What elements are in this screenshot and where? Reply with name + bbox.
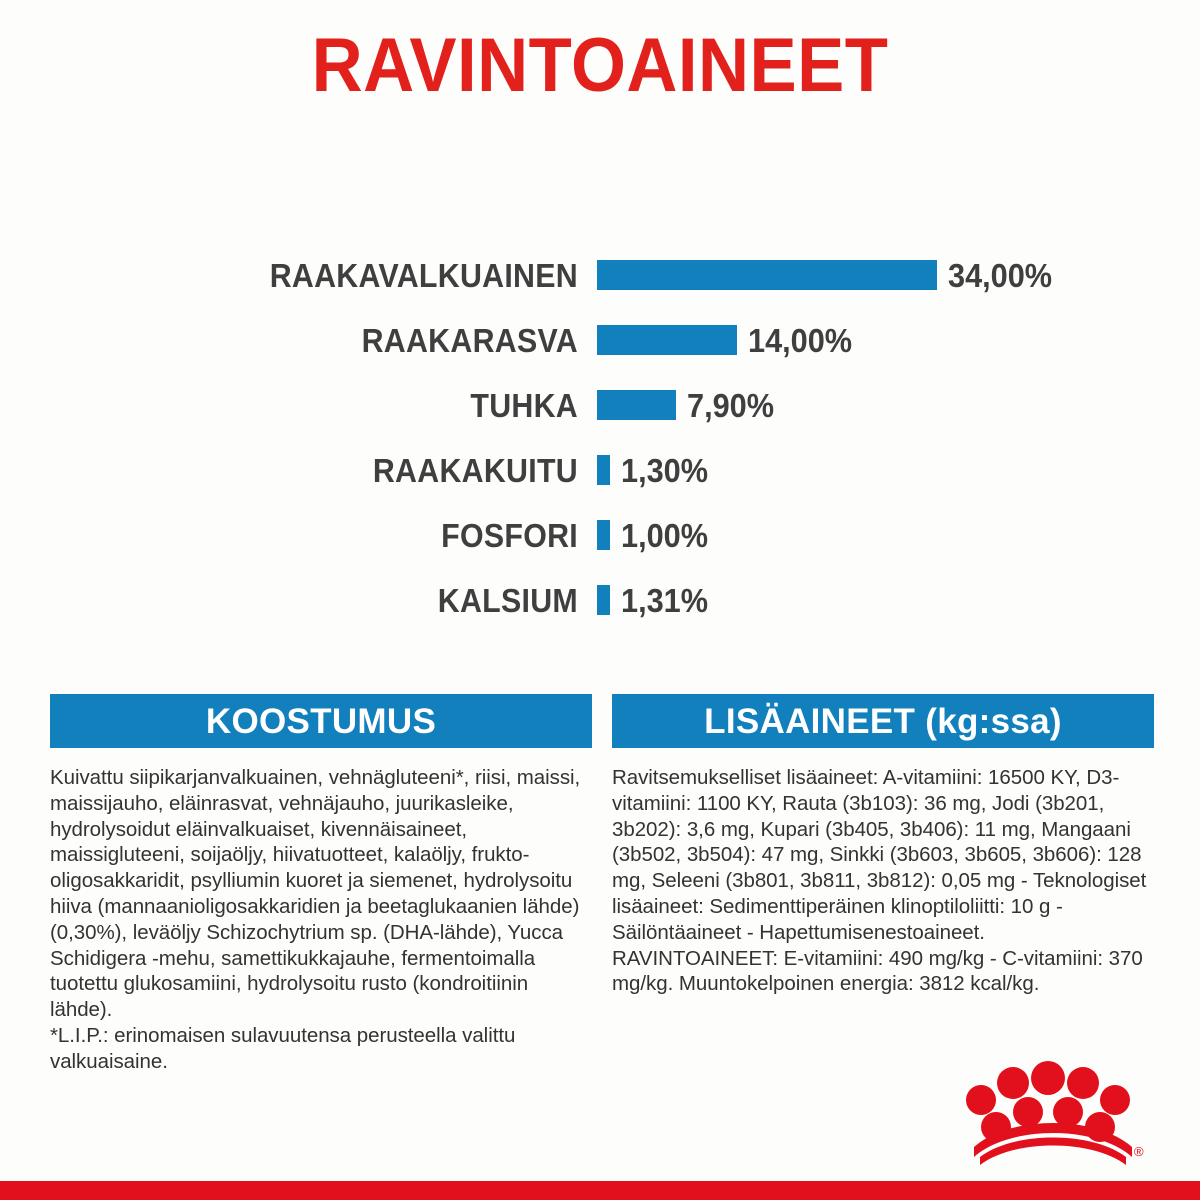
- bar-value: 1,00%: [621, 516, 709, 554]
- bar-value: 7,90%: [687, 386, 775, 424]
- lisaaineet-additives-text: Ravitsemukselliset lisäaineet: A-vitamiini: 16500 KY, D3-vitamiini: 1100 KY, Rauta (3b103): 36 mg, Jodi (3b201, 3b202): 3,6 mg, Kupari (3b405, 3b406): 11 mg, Mangaani (3b502, 3b504): 47 mg, Sinkki (3b603, 3b605, 3b606): 128 mg, Seleeni (3b801, 3b811, 3b812): 0,05 mg - Teknologiset lisäaineet: Sedimenttiperäinen klinoptiloliitti: 10 g - Säilöntäaineet - Hapettumisenestoaineet.: [612, 766, 1147, 944]
- bar-fill: [597, 390, 676, 420]
- bar-label: TUHKA: [470, 386, 578, 424]
- bar-row: [0, 453, 1200, 487]
- nutrient-bar-chart: [0, 258, 1200, 658]
- bar-fill: [597, 520, 610, 550]
- lisaaineet-footnote-text: RAVINTOAINEET: E-vitamiini: 490 mg/kg - C-vitamiini: 370 mg/kg. Muuntokelpoinen energia: 3812 kcal/kg.: [612, 946, 1143, 996]
- bar-track: [597, 388, 781, 422]
- section-body-lisaaineet: [612, 765, 1154, 997]
- bar-label: RAAKAKUITU: [372, 451, 578, 489]
- bar-row: [0, 518, 1200, 552]
- footer-red-bar: [0, 1181, 1200, 1200]
- bar-row: [0, 258, 1200, 292]
- bar-label: FOSFORI: [441, 516, 578, 554]
- bar-value: 34,00%: [948, 256, 1053, 294]
- registered-trademark-symbol: ®: [1134, 1144, 1144, 1159]
- section-koostumus: [50, 694, 592, 1075]
- bar-fill: [597, 260, 937, 290]
- bar-row: [0, 323, 1200, 357]
- bar-label: RAAKARASVA: [361, 321, 578, 359]
- bar-fill: [597, 455, 610, 485]
- section-header-lisaaineet: LISÄAINEET (kg:ssa): [612, 694, 1154, 748]
- bar-track: [597, 323, 860, 357]
- bar-track: [597, 258, 1060, 292]
- royal-canin-crown-logo: [958, 1055, 1148, 1165]
- section-header-koostumus: KOOSTUMUS: [50, 694, 592, 748]
- bar-fill: [597, 585, 610, 615]
- bar-label: RAAKAVALKUAINEN: [269, 256, 578, 294]
- bar-row: [0, 583, 1200, 617]
- bar-track: [597, 583, 715, 617]
- bar-value: 1,31%: [621, 581, 709, 619]
- bar-fill: [597, 325, 737, 355]
- section-body-koostumus: [50, 765, 592, 1075]
- koostumus-footnote-text: *L.I.P.: erinomaisen sulavuutensa perusteella valittu valkuaisaine.: [50, 1023, 516, 1073]
- bar-label: KALSIUM: [437, 581, 578, 619]
- bar-value: 14,00%: [748, 321, 853, 359]
- bar-track: [597, 453, 715, 487]
- bar-track: [597, 518, 715, 552]
- bar-row: [0, 388, 1200, 422]
- koostumus-ingredients-text: Kuivattu siipikarjanvalkuainen, vehnägluteeni*, riisi, maissi, maissijauho, eläinrasvat, vehnäjauho, juurikasleike, hydrolysoidut eläinvalkuaiset, kivennäisaineet, maissigluteeni, soijaöljy, hiivatuotteet, kalaöljy, frukto-oligosakkaridit, psylliumin kuoret ja siemenet, hydrolysoitu hiiva (mannaanioligosakkaridien ja beetaglukaanien lähde) (0,30%), leväöljy Schizochytrium sp. (DHA-lähde), Yucca Schidigera -mehu, samettikukkajauhe, fermentoimalla tuotettu glukosamiini, hydrolysoitu rusto (kondroitiinin lähde).: [50, 766, 581, 1022]
- bar-value: 1,30%: [621, 451, 709, 489]
- page-title: RAVINTOAINEET: [311, 23, 889, 108]
- section-lisaaineet: [612, 694, 1154, 997]
